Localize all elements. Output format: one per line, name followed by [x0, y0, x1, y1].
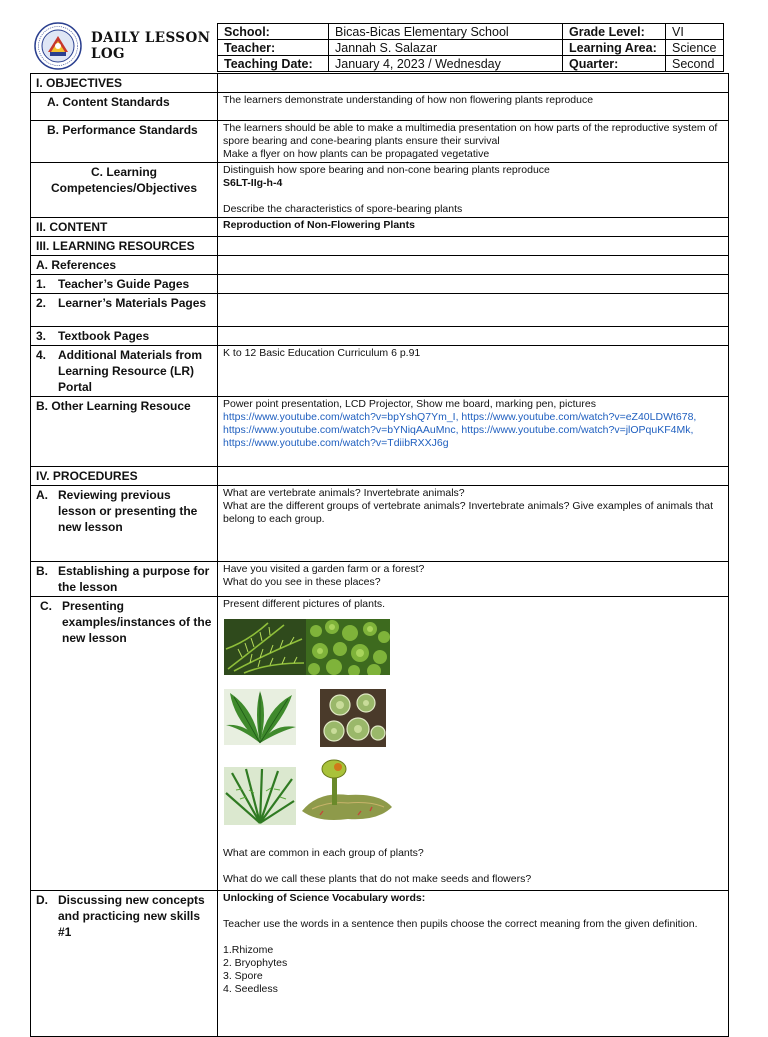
procedure-d-row	[31, 891, 218, 1037]
video-link-3[interactable]: https://www.youtube.com/watch?v=bYNiqAAuMnc,	[223, 424, 459, 436]
other-resources-label: B. Other Learning Resouce	[31, 397, 218, 467]
performance-standards-text: The learners should be able to make a multimedia presentation on how parts of the reproductive system of spore bearing and cone-bearing plants ensure their survival	[223, 122, 718, 147]
leafy-fern-picture	[224, 689, 296, 745]
lm-pages-label: Learner’s Materials Pages	[58, 296, 207, 310]
procedure-d-num: D.	[36, 893, 48, 907]
procedures-heading: IV. PROCEDURES	[31, 467, 218, 486]
competency-text-2: Describe the characteristics of spore-bearing plants	[223, 203, 463, 215]
performance-standards-flyer: Make a flyer on how plants can be propagated vegetative	[223, 148, 490, 160]
hornwort-picture	[298, 755, 394, 825]
plant-pictures	[223, 615, 723, 847]
video-link-1[interactable]: https://www.youtube.com/watch?v=bpYshQ7Ym_I,	[223, 411, 459, 423]
procedure-b-label: Establishing a purpose for the lesson	[58, 564, 210, 594]
procedure-a-line2: What are the different groups of vertebrate animals? Invertebrate animals? Give examples of animals that belong to each group.	[223, 500, 714, 525]
procedure-b-line1: Have you visited a garden farm or a forest?	[223, 563, 425, 575]
procedure-c-num: C.	[40, 599, 52, 613]
fern-picture	[224, 619, 306, 675]
lr-portal-row	[31, 346, 218, 397]
procedure-a-num: A.	[36, 488, 48, 502]
competencies-label: C. Learning Competencies/Objectives	[31, 163, 218, 218]
deped-seal-logo	[34, 22, 82, 70]
content-standards-label: A. Content Standards	[31, 93, 218, 121]
textbook-pages-row	[31, 327, 218, 346]
vocabulary-word-4: 4. Seedless	[223, 983, 278, 995]
content-standards-value: The learners demonstrate understanding of how non flowering plants reproduce	[218, 93, 729, 121]
lesson-log-table	[30, 73, 729, 1037]
video-link-2[interactable]: https://www.youtube.com/watch?v=eZ40LDWt678,	[461, 411, 697, 423]
tg-pages-value	[218, 275, 729, 294]
textbook-pages-label: Textbook Pages	[58, 329, 150, 343]
quarter-value: Second	[666, 56, 724, 72]
procedure-b-num: B.	[36, 564, 48, 578]
item-number: 1.	[36, 277, 47, 291]
references-label: A. References	[31, 256, 218, 275]
procedure-b-cell	[218, 562, 729, 597]
procedure-d-label: Discussing new concepts and practicing new skills #1	[58, 893, 205, 939]
grade-value: VI	[666, 24, 724, 40]
other-resources-text: Power point presentation, LCD Projector, Show me board, marking pen, pictures	[223, 398, 596, 410]
tg-pages-label: Teacher’s Guide Pages	[58, 277, 190, 291]
procedure-b-row	[31, 562, 218, 597]
procedure-c-cell	[218, 597, 729, 891]
vocabulary-heading: Unlocking of Science Vocabulary words:	[223, 892, 426, 904]
school-label: School:	[218, 24, 329, 40]
procedure-c-label: Presenting examples/instances of the new lesson	[62, 599, 212, 645]
procedure-a-label: Reviewing previous lesson or presenting the new lesson	[58, 488, 198, 534]
teacher-label: Teacher:	[218, 40, 329, 56]
textbook-pages-value	[218, 327, 729, 346]
objectives-heading: I. OBJECTIVES	[31, 74, 218, 93]
video-link-5[interactable]: https://www.youtube.com/watch?v=TdiibRXXJ6g	[223, 437, 449, 449]
lesson-info-table	[217, 23, 724, 72]
competencies-cell	[218, 163, 729, 218]
sword-fern-picture	[224, 767, 296, 825]
procedure-c-intro: Present different pictures of plants.	[223, 598, 386, 610]
quarter-label: Quarter:	[563, 56, 666, 72]
procedure-a-line1: What are vertebrate animals? Invertebrate animals?	[223, 487, 465, 499]
resources-heading: III. LEARNING RESOURCES	[31, 237, 218, 256]
item-number: 2.	[36, 296, 47, 310]
other-resources-cell	[218, 397, 729, 467]
moss-picture	[306, 619, 390, 675]
date-label: Teaching Date:	[218, 56, 329, 72]
procedure-c-question-2: What do we call these plants that do not make seeds and flowers?	[223, 873, 532, 885]
school-value: Bicas-Bicas Elementary School	[329, 24, 563, 40]
item-number: 4.	[36, 348, 47, 362]
video-link-4[interactable]: https://www.youtube.com/watch?v=jlOPquKF4Mk,	[461, 424, 694, 436]
procedure-a-cell	[218, 486, 729, 562]
lm-pages-row	[31, 294, 218, 327]
content-heading: II. CONTENT	[31, 218, 218, 237]
competency-code: S6LT-IIg-h-4	[223, 177, 283, 189]
area-label: Learning Area:	[563, 40, 666, 56]
tg-pages-row	[31, 275, 218, 294]
vocabulary-word-1: 1.Rhizome	[223, 944, 274, 956]
procedure-a-row	[31, 486, 218, 562]
content-value: Reproduction of Non-Flowering Plants	[218, 218, 729, 237]
procedure-c-row	[31, 597, 218, 891]
procedure-b-line2: What do you see in these places?	[223, 576, 381, 588]
teacher-value: Jannah S. Salazar	[329, 40, 563, 56]
procedure-c-question-1: What are common in each group of plants?	[223, 847, 424, 859]
performance-standards-label: B. Performance Standards	[31, 121, 218, 163]
area-value: Science	[666, 40, 724, 56]
liverwort-picture	[320, 689, 386, 747]
lr-portal-label: Additional Materials from Learning Resource (LR) Portal	[58, 348, 203, 394]
vocabulary-instructions: Teacher use the words in a sentence then pupils choose the correct meaning from the given definition.	[223, 918, 698, 930]
item-number: 3.	[36, 329, 47, 343]
procedure-d-cell	[218, 891, 729, 1037]
document-title: DAILY LESSON LOG	[91, 30, 211, 62]
grade-label: Grade Level:	[563, 24, 666, 40]
competency-text: Distinguish how spore bearing and non-cone bearing plants reproduce	[223, 164, 550, 176]
lm-pages-value	[218, 294, 729, 327]
date-value: January 4, 2023 / Wednesday	[329, 56, 563, 72]
lr-portal-value: K to 12 Basic Education Curriculum 6 p.91	[218, 346, 729, 397]
vocabulary-word-2: 2. Bryophytes	[223, 957, 288, 969]
performance-standards-cell	[218, 121, 729, 163]
vocabulary-word-3: 3. Spore	[223, 970, 263, 982]
